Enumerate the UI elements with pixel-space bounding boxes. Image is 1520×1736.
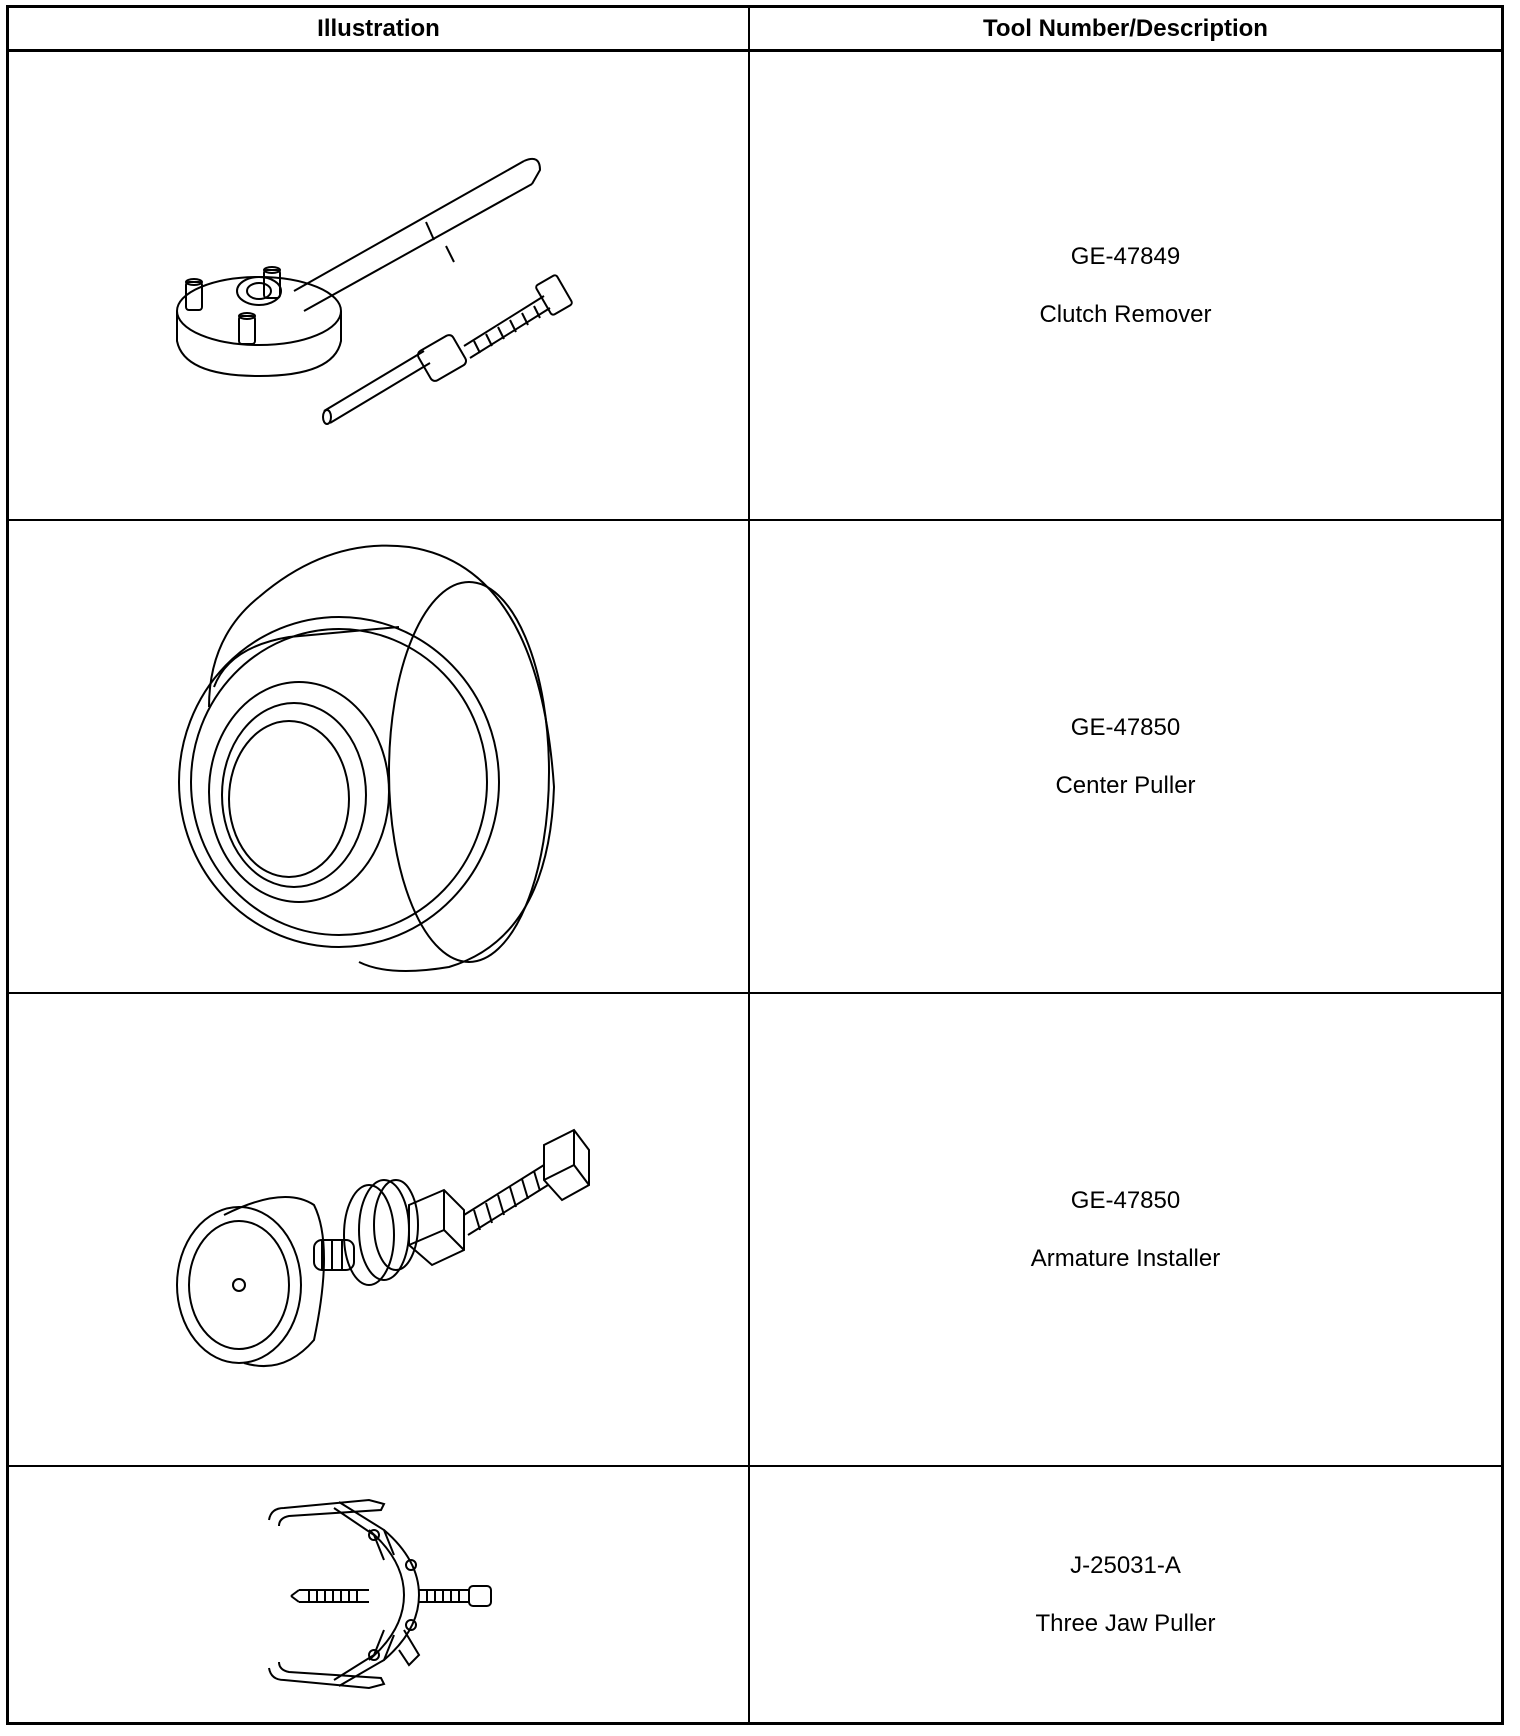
tool-number: J-25031-A xyxy=(1070,1551,1181,1579)
tool-description: Clutch Remover xyxy=(1039,300,1212,328)
tool-description-cell xyxy=(750,52,1501,519)
tool-description-cell xyxy=(750,1467,1501,1722)
illustration-cell xyxy=(9,1467,748,1722)
table-row xyxy=(9,521,1501,994)
illustration-cell xyxy=(9,994,748,1465)
three-jaw-puller-icon xyxy=(259,1490,499,1700)
tool-number: GE-47850 xyxy=(1070,1186,1181,1214)
header-tool-number-description: Tool Number/Description xyxy=(983,14,1268,42)
tool-description: Center Puller xyxy=(1055,771,1196,799)
armature-installer-icon xyxy=(164,1075,594,1385)
tool-number: GE-47850 xyxy=(1070,713,1181,741)
clutch-remover-icon xyxy=(164,136,594,436)
table-row xyxy=(9,994,1501,1467)
center-puller-icon xyxy=(169,537,589,977)
illustration-cell xyxy=(9,521,748,992)
table-row xyxy=(9,52,1501,521)
table-header xyxy=(9,8,1501,52)
tool-description: Three Jaw Puller xyxy=(1035,1609,1216,1637)
tool-description: Armature Installer xyxy=(1030,1244,1221,1272)
header-illustration: Illustration xyxy=(317,14,440,42)
tool-number: GE-47849 xyxy=(1070,242,1181,270)
tool-description-cell xyxy=(750,994,1501,1465)
tool-description-cell xyxy=(750,521,1501,992)
special-tools-table xyxy=(6,5,1504,1725)
illustration-cell xyxy=(9,52,748,519)
table-row xyxy=(9,1467,1501,1722)
